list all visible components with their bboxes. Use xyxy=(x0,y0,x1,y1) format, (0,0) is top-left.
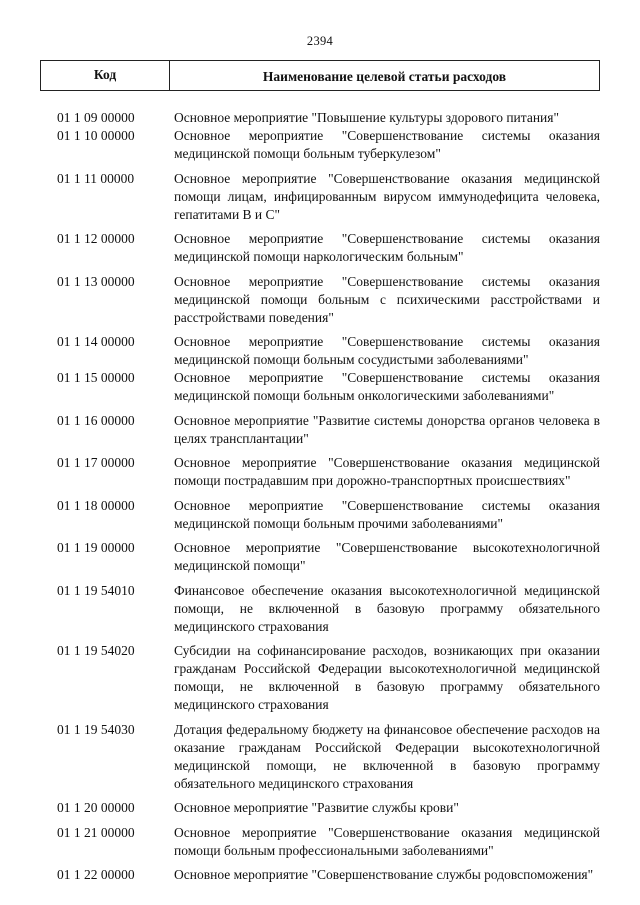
row-code: 01 1 19 54030 xyxy=(57,721,135,737)
row-description: Основное мероприятие "Совершенствование системы оказания медицинской помощи больным с психическими расстройствами и расстройствами поведения" xyxy=(174,273,600,325)
row-description: Основное мероприятие "Совершенствование системы оказания медицинской помощи больным туберкулезом" xyxy=(174,128,600,161)
row-description: Основное мероприятие "Совершенствование оказания медицинской помощи лицам, инфицированным вирусом иммунодефицита человека, гепатитами B и C" xyxy=(174,170,600,222)
row-description: Основное мероприятие "Развитие службы крови" xyxy=(174,800,459,815)
row-description: Основное мероприятие "Повышение культуры здорового питания" xyxy=(174,110,560,125)
row-description: Основное мероприятие "Совершенствование системы оказания медицинской помощи больным прочими заболеваниями" xyxy=(174,497,600,531)
row-description: Основное мероприятие "Совершенствование системы оказания медицинской помощи больным сосудистыми заболеваниями" xyxy=(174,334,600,367)
header-name: Наименование целевой статьи расходов xyxy=(262,69,507,84)
row-description: Основное мероприятие "Совершенствование системы оказания медицинской помощи наркологическим больным" xyxy=(174,231,600,264)
row-description: Основное мероприятие "Совершенствование системы оказания медицинской помощи больным онкологическими заболеваниями" xyxy=(174,370,600,403)
row-description: Основное мероприятие "Совершенствование высокотехнологичной медицинской помощи" xyxy=(174,540,600,573)
table-row xyxy=(57,642,600,714)
table-header xyxy=(40,60,600,91)
table-row xyxy=(57,497,600,533)
page-number: 2394 xyxy=(306,34,334,48)
row-code: 01 1 16 00000 xyxy=(57,412,135,428)
table-row xyxy=(57,582,600,636)
row-description: Финансовое обеспечение оказания высокотехнологичной медицинской помощи, не включенной в базовую программу обязательного медицинского страхования xyxy=(174,582,600,634)
table-row xyxy=(57,824,600,860)
table-row xyxy=(57,539,600,575)
row-code: 01 1 19 00000 xyxy=(57,540,135,555)
row-code: 01 1 18 00000 xyxy=(57,497,135,513)
row-description: Основное мероприятие "Совершенствование службы родовспоможения" xyxy=(174,867,594,882)
row-code: 01 1 20 00000 xyxy=(57,800,135,815)
row-code: 01 1 21 00000 xyxy=(57,824,135,840)
row-code: 01 1 19 54010 xyxy=(57,582,135,598)
table-row xyxy=(57,109,600,127)
table-row xyxy=(57,333,600,369)
table-row xyxy=(57,170,600,224)
table-row xyxy=(57,127,600,163)
row-description: Основное мероприятие "Развитие системы донорства органов человека в целях трансплантации" xyxy=(174,412,600,446)
row-code: 01 1 10 00000 xyxy=(57,128,135,143)
table-row xyxy=(57,866,600,884)
row-code: 01 1 17 00000 xyxy=(57,455,135,470)
budget-items-list xyxy=(57,109,600,891)
row-code: 01 1 22 00000 xyxy=(57,867,135,882)
table-row xyxy=(57,369,600,405)
header-code: Код xyxy=(41,61,170,90)
row-description: Субсидии на софинансирование расходов, возникающих при оказании гражданам Российской Федерации высокотехнологичной медицинской помощи, не включенной в базовую программу обязательного медицинского страхования xyxy=(174,643,600,712)
table-row xyxy=(57,454,600,490)
table-row xyxy=(57,412,600,448)
row-code: 01 1 13 00000 xyxy=(57,273,135,289)
row-description: Основное мероприятие "Совершенствование оказания медицинской помощи пострадавшим при дорожно-транспортных происшествиях" xyxy=(174,455,600,488)
row-description: Основное мероприятие "Совершенствование оказания медицинской помощи больным профессиональными заболеваниями" xyxy=(174,824,600,858)
row-code: 01 1 14 00000 xyxy=(57,334,135,349)
row-code: 01 1 15 00000 xyxy=(57,370,135,385)
row-description: Дотация федеральному бюджету на финансовое обеспечение расходов на оказание гражданам Российской Федерации высокотехнологичной медицинской помощи, не включенной в базовую программу обязательного медицинского страхования xyxy=(174,721,600,791)
table-row xyxy=(57,273,600,327)
row-code: 01 1 11 00000 xyxy=(57,170,135,186)
table-row xyxy=(57,230,600,266)
row-code: 01 1 19 54020 xyxy=(57,643,135,658)
row-code: 01 1 12 00000 xyxy=(57,231,135,246)
table-row xyxy=(57,721,600,793)
table-row xyxy=(57,799,600,817)
row-code: 01 1 09 00000 xyxy=(57,110,135,125)
